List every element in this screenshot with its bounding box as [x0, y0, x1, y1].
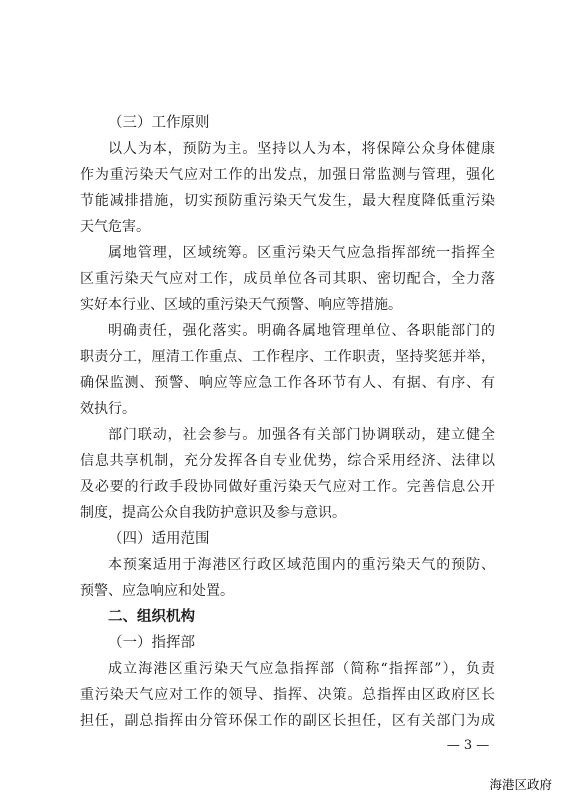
section-heading-scope: （四）适用范围: [108, 531, 210, 547]
text-line: 重污染天气应对工作的领导、指挥、决策。总指挥由区政府区长: [80, 687, 495, 703]
text-line: 制度，提高公众自我防护意识及参与意识。: [80, 505, 346, 521]
text-line: 及必要的行政手段协同做好重污染天气应对工作。完善信息公开: [80, 479, 495, 495]
paragraph-headquarters: [80, 656, 495, 734]
paragraph-department-coordination: [80, 422, 495, 526]
source-watermark: 海港区政府: [489, 777, 552, 792]
text-line: 预警、应急响应和处置。: [80, 583, 234, 599]
text-line: 作为重污染天气应对工作的出发点，加强日常监测与管理，强化: [80, 167, 495, 183]
text-line: 区重污染天气应对工作，成员单位各司其职、密切配合，全力落: [80, 271, 495, 287]
text-line: 明确责任，强化落实。明确各属地管理单位、各职能部门的: [108, 323, 495, 339]
text-line: 实好本行业、区域的重污染天气预警、响应等措施。: [80, 297, 402, 313]
document-body: [80, 110, 495, 734]
paragraph-clear-responsibility: [80, 318, 495, 422]
paragraph-people-oriented: [80, 136, 495, 240]
text-line: 属地管理，区域统筹。区重污染天气应急指挥部统一指挥全: [108, 245, 495, 261]
paragraph-scope: [80, 552, 495, 604]
text-line: 确保监测、预警、响应等应急工作各环节有人、有据、有序、有: [80, 375, 495, 391]
text-line: 天气危害。: [80, 219, 150, 235]
text-line: 以人为本，预防为主。坚持以人为本，将保障公众身体健康: [108, 141, 495, 157]
paragraph-territorial-management: [80, 240, 495, 318]
section-heading-headquarters: （一）指挥部: [108, 635, 195, 651]
text-line: 成立海港区重污染天气应急指挥部（简称“指挥部”），负责: [108, 661, 495, 677]
section-heading-principles: （三）工作原则: [108, 115, 210, 131]
page-number: — 3 —: [446, 738, 490, 753]
text-line: 部门联动，社会参与。加强各有关部门协调联动，建立健全: [108, 427, 495, 443]
text-line: 担任，副总指挥由分管环保工作的副区长担任，区有关部门为成: [80, 713, 495, 729]
text-line: 效执行。: [80, 401, 136, 417]
text-line: 节能减排措施，切实预防重污染天气发生，最大程度降低重污染: [80, 193, 495, 209]
text-line: 信息共享机制，充分发挥各自专业优势，综合采用经济、法律以: [80, 453, 495, 469]
chapter-heading-organization: 二、组织机构: [108, 609, 195, 625]
text-line: 职责分工，厘清工作重点、工作程序、工作职责，坚持奖惩并举，: [80, 349, 495, 365]
text-line: 本预案适用于海港区行政区域范围内的重污染天气的预防、: [108, 557, 495, 573]
